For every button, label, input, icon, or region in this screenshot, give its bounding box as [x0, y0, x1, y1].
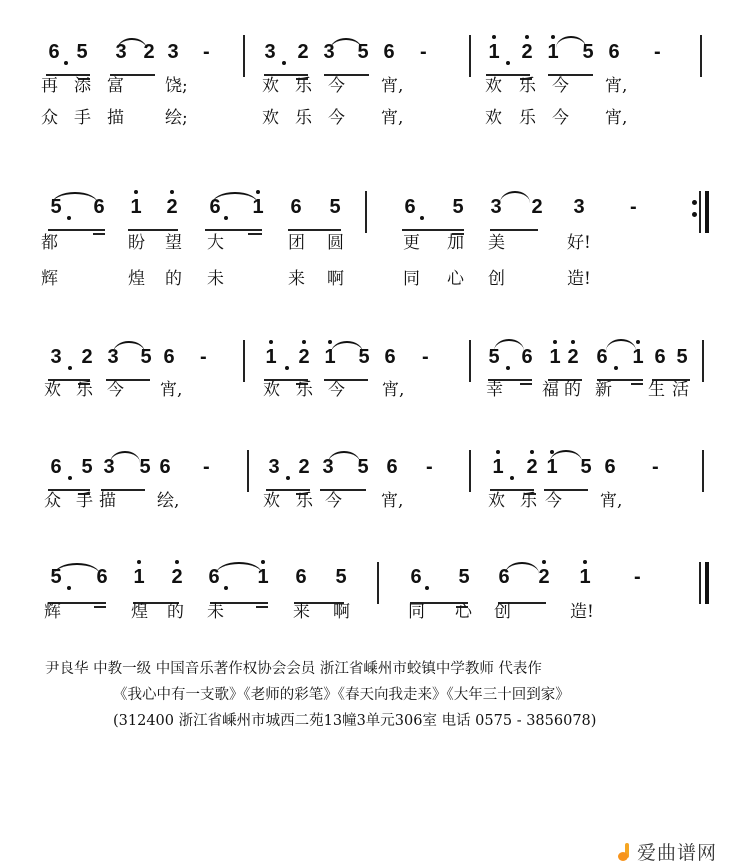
tie-arc: [54, 563, 100, 575]
note: 2: [143, 41, 155, 63]
lyric-syllable: 欢: [488, 491, 505, 511]
sustain-dash: -: [630, 196, 637, 218]
repeat-dot: [692, 200, 697, 205]
lyric-syllable: 生: [648, 380, 665, 400]
tie-arc: [550, 450, 582, 462]
lyric-syllable: 手: [74, 108, 91, 128]
augmentation-dot: [285, 366, 289, 370]
note: 6: [498, 566, 510, 588]
octave-dot: [530, 450, 534, 454]
lyric-syllable: 活: [672, 380, 689, 400]
lyric-syllable: 新: [595, 380, 612, 400]
lyric-syllable: 今: [552, 108, 569, 128]
note: 5: [458, 566, 470, 588]
note: 3: [50, 346, 62, 368]
note: 5: [81, 456, 93, 478]
beam-underline: [93, 233, 105, 235]
note: 6: [295, 566, 307, 588]
note: 6: [163, 346, 175, 368]
lyric-syllable: 都: [41, 233, 58, 253]
augmentation-dot: [510, 476, 514, 480]
lyric-syllable: 盼: [128, 233, 145, 253]
lyric-syllable: 添: [74, 76, 91, 96]
augmentation-dot: [224, 586, 228, 590]
lyric-syllable: 众: [44, 491, 61, 511]
note: 6: [96, 566, 108, 588]
note: 1: [250, 197, 266, 217]
lyric-syllable: 辉: [44, 602, 61, 622]
note: 1: [486, 42, 502, 62]
lyric-syllable: 造!: [567, 269, 591, 289]
note: 5: [357, 456, 369, 478]
note: 1: [131, 567, 147, 587]
tie-arc: [113, 341, 145, 353]
barline: [377, 562, 379, 604]
beam-underline: [402, 229, 464, 231]
lyric-syllable: 欢: [263, 380, 280, 400]
lyric-syllable: 再: [41, 76, 58, 96]
lyric-syllable: 未: [207, 602, 224, 622]
note: 3: [322, 456, 334, 478]
beam-underline: [288, 229, 341, 231]
note: 1: [322, 347, 338, 367]
lyric-syllable: 团: [288, 233, 305, 253]
lyric-syllable: 欢: [485, 108, 502, 128]
barline: [702, 450, 704, 492]
note: 6: [608, 41, 620, 63]
note: 2: [296, 347, 312, 367]
tie-arc: [117, 38, 147, 50]
lyric-syllable: 的: [167, 602, 184, 622]
octave-dot: [170, 190, 174, 194]
lyric-syllable: 今: [328, 108, 345, 128]
note: 3: [115, 41, 127, 63]
lyric-syllable: 欢: [262, 108, 279, 128]
lyric-syllable: 幸: [486, 380, 503, 400]
lyric-syllable: 欢: [44, 380, 61, 400]
lyric-syllable: 心: [447, 269, 464, 289]
lyric-syllable: 同: [408, 602, 425, 622]
octave-dot: [542, 560, 546, 564]
sustain-dash: -: [654, 41, 661, 63]
tie-arc: [216, 562, 262, 574]
beam-underline: [631, 383, 643, 385]
lyric-syllable: 心: [455, 602, 472, 622]
note: 5: [582, 41, 594, 63]
note: 5: [358, 346, 370, 368]
barline: [243, 35, 245, 77]
sustain-dash: -: [652, 456, 659, 478]
lyric-syllable: 未: [207, 269, 224, 289]
representative-works: 《我心中有一支歌》《老师的彩笔》《春天向我走来》《大年三十回到家》: [113, 687, 570, 703]
sustain-dash: -: [203, 41, 210, 63]
note: 6: [290, 196, 302, 218]
note: 6: [48, 41, 60, 63]
lyric-syllable: 乐: [295, 108, 312, 128]
lyric-syllable: 宵,: [160, 380, 183, 400]
augmentation-dot: [506, 61, 510, 65]
note: 6: [404, 196, 416, 218]
lyric-syllable: 煌: [131, 602, 148, 622]
lyric-syllable: 宵,: [605, 76, 628, 96]
beam-underline: [490, 229, 538, 231]
tie-arc: [328, 451, 360, 463]
lyric-syllable: 造!: [570, 602, 594, 622]
note: 2: [536, 567, 552, 587]
lyric-syllable: 乐: [295, 76, 312, 96]
octave-dot: [496, 450, 500, 454]
lyric-syllable: 绘;: [165, 108, 188, 128]
note: 6: [93, 196, 105, 218]
note: 2: [565, 347, 581, 367]
lyric-syllable: 宵,: [600, 491, 623, 511]
lyric-syllable: 今: [328, 380, 345, 400]
octave-dot: [571, 340, 575, 344]
lyric-syllable: 宵,: [605, 108, 628, 128]
lyric-syllable: 辉: [41, 269, 58, 289]
beam-underline: [520, 383, 532, 385]
note: 3: [323, 41, 335, 63]
author-info: [45, 656, 735, 734]
lyric-syllable: 饶;: [165, 76, 188, 96]
tie-arc: [494, 339, 524, 351]
lyric-syllable: 的: [564, 380, 581, 400]
tie-arc: [212, 192, 258, 204]
note: 1: [128, 197, 144, 217]
note: 1: [490, 457, 506, 477]
note: 2: [297, 41, 309, 63]
lyric-syllable: 欢: [485, 76, 502, 96]
note: 5: [357, 41, 369, 63]
octave-dot: [553, 340, 557, 344]
tie-arc: [330, 38, 362, 50]
augmentation-dot: [425, 586, 429, 590]
note: 5: [76, 41, 88, 63]
lyric-syllable: 今: [107, 380, 124, 400]
augmentation-dot: [614, 366, 618, 370]
octave-dot: [256, 190, 260, 194]
augmentation-dot: [68, 476, 72, 480]
lyric-syllable: 美: [488, 233, 505, 253]
note: 3: [264, 41, 276, 63]
note: 2: [169, 567, 185, 587]
lyric-syllable: 创: [494, 602, 511, 622]
note: 1: [630, 347, 646, 367]
sustain-dash: -: [203, 456, 210, 478]
lyric-syllable: 乐: [519, 108, 536, 128]
lyric-syllable: 好!: [567, 233, 591, 253]
octave-dot: [328, 340, 332, 344]
sustain-dash: -: [200, 346, 207, 368]
note: 3: [107, 346, 119, 368]
lyric-syllable: 望: [165, 233, 182, 253]
note: 2: [81, 346, 93, 368]
sustain-dash: -: [634, 566, 641, 588]
lyric-syllable: 啊: [333, 602, 350, 622]
note: 2: [164, 197, 180, 217]
beam-underline: [94, 606, 106, 608]
note: 6: [384, 346, 396, 368]
octave-dot: [137, 560, 141, 564]
augmentation-dot: [286, 476, 290, 480]
lyric-syllable: 乐: [520, 491, 537, 511]
lyric-syllable: 今: [325, 491, 342, 511]
lyric-syllable: 煌: [128, 269, 145, 289]
watermark-text: 爱曲谱网: [637, 842, 718, 864]
note: 5: [140, 346, 152, 368]
lyric-syllable: 圆: [327, 233, 344, 253]
note: 6: [596, 346, 608, 368]
lyric-syllable: 的: [165, 269, 182, 289]
octave-dot: [134, 190, 138, 194]
lyric-syllable: 手: [76, 491, 93, 511]
tie-arc: [606, 339, 636, 351]
lyric-syllable: 同: [403, 269, 420, 289]
lyric-syllable: 宵,: [381, 491, 404, 511]
beam-underline: [128, 229, 178, 231]
lyric-syllable: 乐: [296, 380, 313, 400]
lyric-syllable: 加: [447, 233, 464, 253]
octave-dot: [269, 340, 273, 344]
barline-thick: [705, 562, 709, 604]
sustain-dash: -: [422, 346, 429, 368]
lyric-syllable: 啊: [327, 269, 344, 289]
note: 5: [329, 196, 341, 218]
note: 2: [298, 456, 310, 478]
beam-underline: [248, 233, 262, 235]
octave-dot: [525, 35, 529, 39]
tie-arc: [52, 192, 98, 204]
lyric-syllable: 绘,: [157, 491, 180, 511]
barline-thin: [699, 562, 701, 604]
site-watermark: [617, 838, 717, 865]
augmentation-dot: [67, 216, 71, 220]
note: 5: [452, 196, 464, 218]
lyric-syllable: 宵,: [381, 76, 404, 96]
note: 6: [386, 456, 398, 478]
lyric-syllable: 来: [293, 602, 310, 622]
lyric-syllable: 宵,: [381, 108, 404, 128]
augmentation-dot: [506, 366, 510, 370]
lyric-syllable: 今: [328, 76, 345, 96]
author-credentials: 尹良华 中教一级 中国音乐著作权协会会员 浙江省嵊州市蛟镇中学教师 代表作: [45, 661, 542, 677]
lyric-syllable: 乐: [76, 380, 93, 400]
octave-dot: [551, 35, 555, 39]
lyric-syllable: 今: [545, 491, 562, 511]
note: 3: [167, 41, 179, 63]
tie-arc: [500, 191, 530, 203]
lyric-syllable: 描: [107, 108, 124, 128]
note: 1: [544, 457, 560, 477]
lyric-syllable: 创: [488, 269, 505, 289]
repeat-dot: [692, 212, 697, 217]
lyric-syllable: 乐: [296, 491, 313, 511]
lyric-syllable: 富: [107, 76, 124, 96]
beam-underline: [48, 229, 105, 231]
note: 3: [103, 456, 115, 478]
octave-dot: [636, 340, 640, 344]
octave-dot: [175, 560, 179, 564]
sustain-dash: -: [420, 41, 427, 63]
note: 5: [335, 566, 347, 588]
augmentation-dot: [67, 586, 71, 590]
augmentation-dot: [420, 216, 424, 220]
note: 6: [159, 456, 171, 478]
lyric-syllable: 今: [552, 76, 569, 96]
barline: [365, 191, 367, 233]
beam-underline: [256, 606, 268, 608]
augmentation-dot: [64, 61, 68, 65]
note: 5: [50, 566, 62, 588]
author-address: (312400 浙江省嵊州市城西二苑13幢3单元306室 电话 0575 - 3856078): [113, 713, 597, 729]
barline: [247, 450, 249, 492]
barline-thick: [705, 191, 709, 233]
tie-arc: [556, 36, 586, 48]
note: 1: [255, 567, 271, 587]
barline: [243, 340, 245, 382]
tie-arc: [331, 341, 363, 353]
note: 2: [531, 196, 543, 218]
lyric-syllable: 大: [207, 233, 224, 253]
lyric-syllable: 来: [288, 269, 305, 289]
music-note-icon: [617, 842, 633, 862]
note: 6: [604, 456, 616, 478]
note: 5: [676, 346, 688, 368]
barline: [702, 340, 704, 382]
note: 1: [547, 347, 563, 367]
lyric-syllable: 乐: [519, 76, 536, 96]
augmentation-dot: [68, 366, 72, 370]
augmentation-dot: [282, 61, 286, 65]
note: 5: [139, 456, 151, 478]
lyric-syllable: 欢: [263, 491, 280, 511]
sustain-dash: -: [426, 456, 433, 478]
note: 3: [490, 196, 502, 218]
tie-arc: [505, 562, 539, 574]
note: 1: [577, 567, 593, 587]
tie-arc: [110, 451, 140, 463]
note: 6: [410, 566, 422, 588]
note: 6: [654, 346, 666, 368]
lyric-syllable: 更: [403, 233, 420, 253]
barline: [469, 35, 471, 77]
lyric-syllable: 描: [99, 491, 116, 511]
note: 6: [521, 346, 533, 368]
lyric-syllable: 福: [542, 380, 559, 400]
note: 5: [580, 456, 592, 478]
lyric-syllable: 宵,: [382, 380, 405, 400]
octave-dot: [302, 340, 306, 344]
note: 6: [50, 456, 62, 478]
note: 3: [573, 196, 585, 218]
octave-dot: [492, 35, 496, 39]
note: 2: [524, 457, 540, 477]
note: 1: [545, 42, 561, 62]
note: 2: [519, 42, 535, 62]
octave-dot: [261, 560, 265, 564]
note: 5: [488, 346, 500, 368]
augmentation-dot: [224, 216, 228, 220]
barline: [700, 35, 702, 77]
note: 6: [208, 566, 220, 588]
note: 6: [209, 196, 221, 218]
lyric-syllable: 欢: [262, 76, 279, 96]
barline-thin: [699, 191, 701, 233]
barline: [469, 340, 471, 382]
note: 5: [50, 196, 62, 218]
note: 6: [383, 41, 395, 63]
note: 3: [268, 456, 280, 478]
note: 1: [263, 347, 279, 367]
octave-dot: [583, 560, 587, 564]
lyric-syllable: 众: [41, 108, 58, 128]
beam-underline: [205, 229, 262, 231]
barline: [469, 450, 471, 492]
